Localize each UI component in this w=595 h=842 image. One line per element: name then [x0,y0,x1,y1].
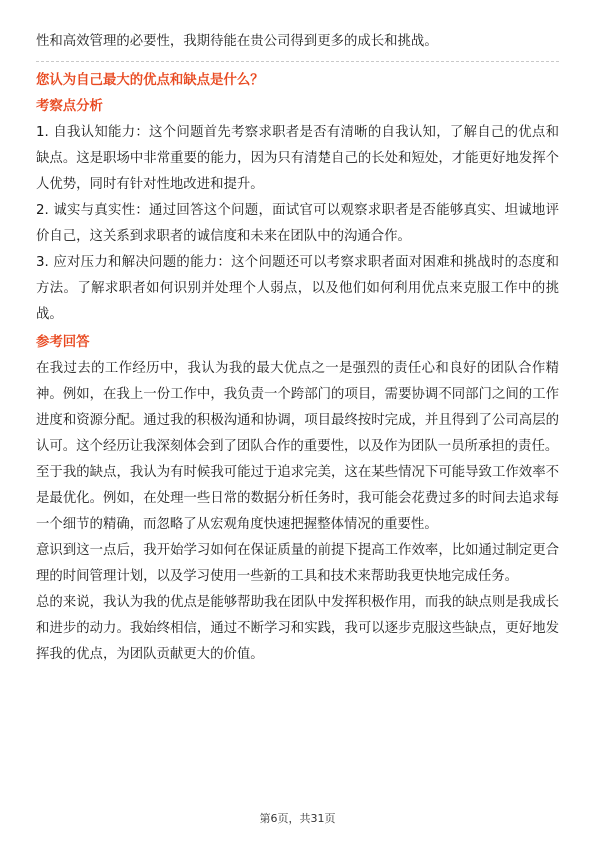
analysis-point: 1. 自我认知能力：这个问题首先考察求职者是否有清晰的自我认知，了解自己的优点和缺点。这是职场中非常重要的能力，因为只有清楚自己的长处和短处，才能更好地发挥个人优势，同时有针对性地改进和提升。 [36,125,559,192]
page-number: 第6页，共31页 [259,812,336,825]
document-page [36,0,559,668]
answer-paragraph: 总的来说，我认为我的优点是能够帮助我在团队中发挥积极作用，而我的缺点则是我成长和进步的动力。我始终相信，通过不断学习和实践，我可以逐步克服这些缺点，更好地发挥我的优点，为团队贡献更大的价值。 [36,595,559,662]
analysis-point: 2. 诚实与真实性：通过回答这个问题，面试官可以观察求职者是否能够真实、坦诚地评价自己，这关系到求职者的诚信度和未来在团队中的沟通合作。 [36,203,559,244]
answer-paragraph: 在我过去的工作经历中，我认为我的最大优点之一是强烈的责任心和良好的团队合作精神。例如，在我上一份工作中，我负责一个跨部门的项目，需要协调不同部门之间的工作进度和资源分配。通过我的积极沟通和协调，项目最终按时完成，并且得到了公司高层的认可。这个经历让我深刻体会到了团队合作的重要性，以及作为团队一员所承担的责任。 [36,361,559,454]
intro-tail-text: 性和高效管理的必要性，我期待能在贵公司得到更多的成长和挑战。 [36,34,438,49]
answer-heading: 参考回答 [36,335,90,350]
divider [36,61,559,62]
analysis-heading: 考察点分析 [36,99,103,114]
question-title: 您认为自己最大的优点和缺点是什么？ [36,73,264,88]
analysis-point: 3. 应对压力和解决问题的能力：这个问题还可以考察求职者面对困难和挑战时的态度和方法。了解求职者如何识别并处理个人弱点，以及他们如何利用优点来克服工作中的挑战。 [36,255,559,322]
answer-paragraph: 意识到这一点后，我开始学习如何在保证质量的前提下提高工作效率，比如通过制定更合理的时间管理计划，以及学习使用一些新的工具和技术来帮助我更快地完成任务。 [36,543,559,584]
answer-paragraph: 至于我的缺点，我认为有时候我可能过于追求完美，这在某些情况下可能导致工作效率不是最优化。例如，在处理一些日常的数据分析任务时，我可能会花费过多的时间去追求每一个细节的精确，而忽略了从宏观角度快速把握整体情况的重要性。 [36,465,559,532]
